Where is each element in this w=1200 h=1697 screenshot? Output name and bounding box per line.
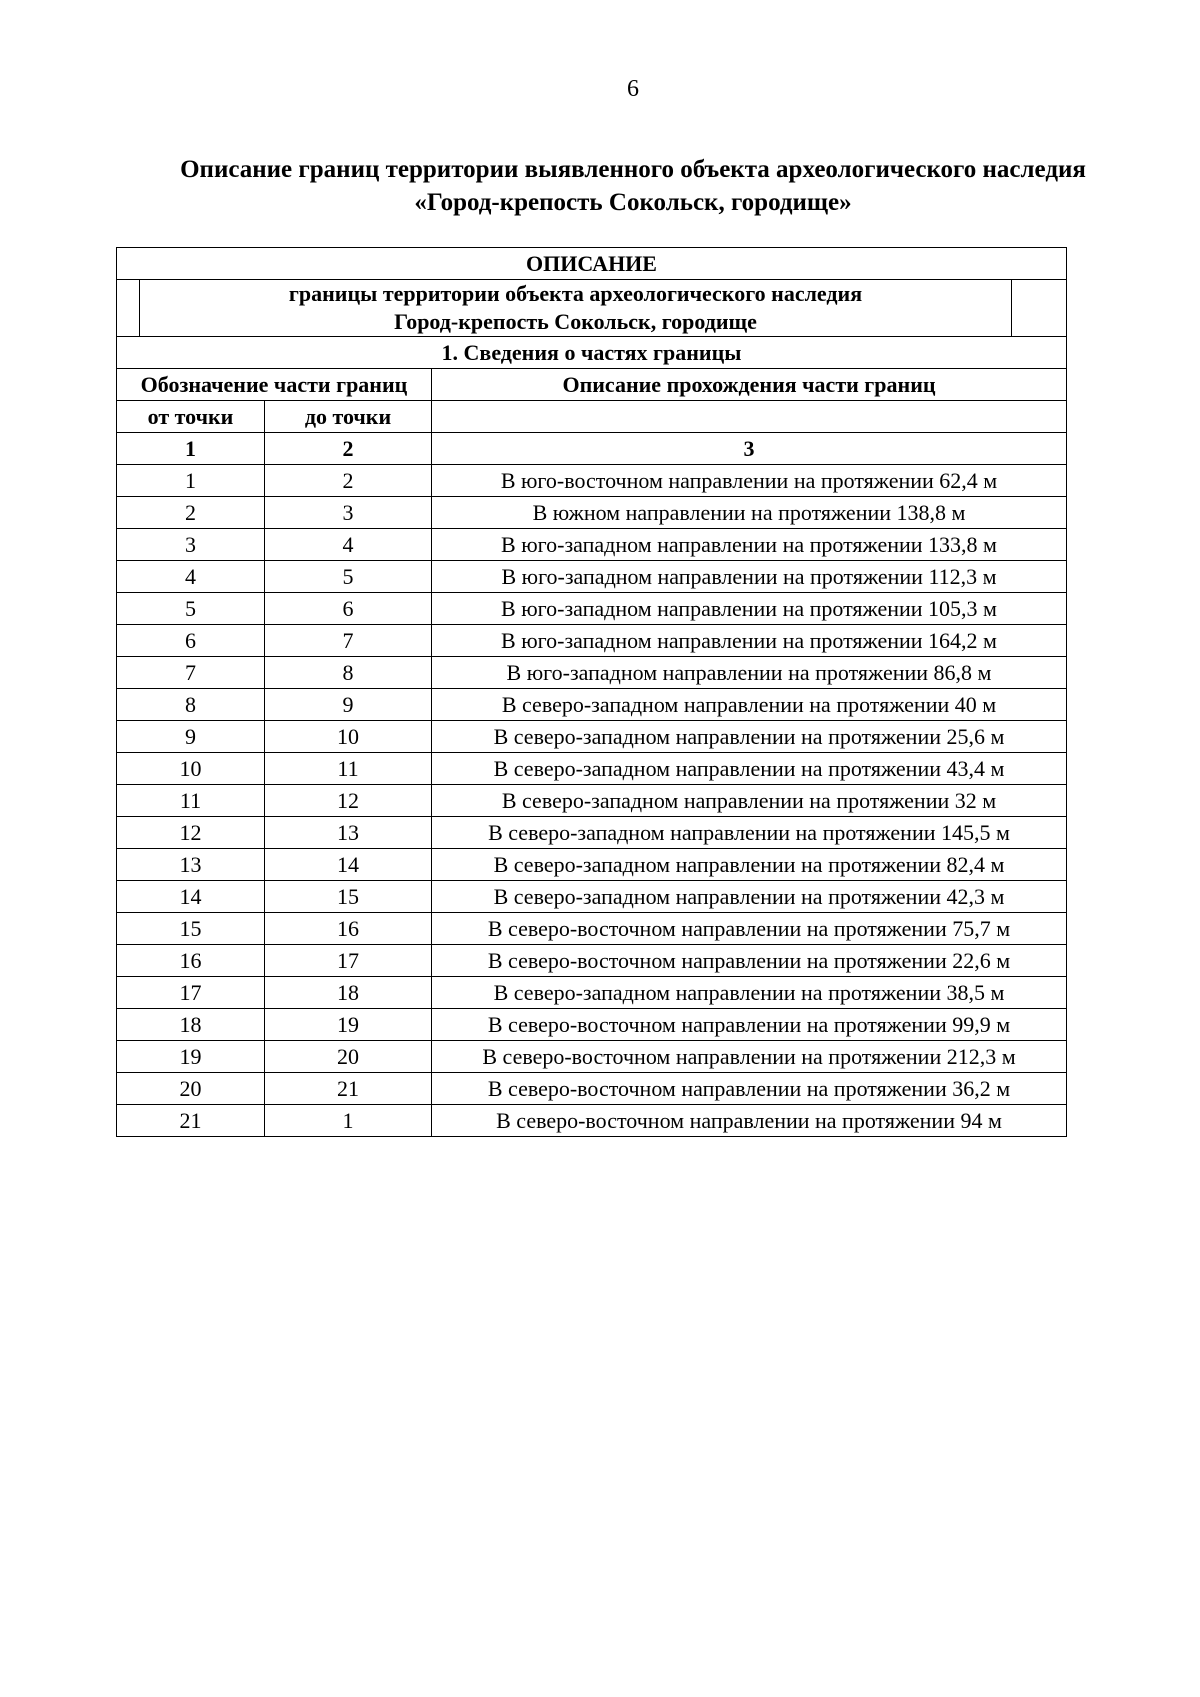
cell-description: В северо-западном направлении на протяжении 145,5 м (432, 817, 1067, 849)
column-number-1: 1 (117, 433, 265, 465)
table-row (117, 657, 1067, 689)
table-row (117, 785, 1067, 817)
subheader-left-margin (117, 280, 140, 336)
cell-to-point: 3 (265, 497, 432, 529)
cell-from-point: 8 (117, 689, 265, 721)
table-row (117, 465, 1067, 497)
cell-from-point: 16 (117, 945, 265, 977)
table-row (117, 625, 1067, 657)
cell-to-point: 8 (265, 657, 432, 689)
column-designation-header: Обозначение части границ (117, 369, 432, 401)
column-number-2: 2 (265, 433, 432, 465)
table-row (117, 689, 1067, 721)
table-subheader (140, 280, 1012, 336)
cell-to-point: 11 (265, 753, 432, 785)
table-header-row (117, 248, 1067, 280)
table-row (117, 849, 1067, 881)
cell-to-point: 21 (265, 1073, 432, 1105)
cell-from-point: 5 (117, 593, 265, 625)
subheader-line-1: границы территории объекта археологического наследия (288, 281, 863, 306)
cell-from-point: 11 (117, 785, 265, 817)
cell-to-point: 13 (265, 817, 432, 849)
cell-from-point: 4 (117, 561, 265, 593)
cell-to-point: 9 (265, 689, 432, 721)
cell-from-point: 14 (117, 881, 265, 913)
cell-description: В юго-западном направлении на протяжении 112,3 м (432, 561, 1067, 593)
cell-to-point: 17 (265, 945, 432, 977)
cell-from-point: 17 (117, 977, 265, 1009)
table-row (117, 497, 1067, 529)
points-header-row (117, 401, 1067, 433)
cell-from-point: 10 (117, 753, 265, 785)
cell-to-point: 19 (265, 1009, 432, 1041)
title-line-1: Описание границ территории выявленного объекта археологического наследия (180, 156, 1086, 183)
cell-from-point: 21 (117, 1105, 265, 1137)
table-row (117, 721, 1067, 753)
cell-to-point: 7 (265, 625, 432, 657)
column-to-header: до точки (265, 401, 432, 433)
cell-description: В северо-западном направлении на протяжении 42,3 м (432, 881, 1067, 913)
table-row (117, 977, 1067, 1009)
cell-to-point: 4 (265, 529, 432, 561)
cell-description: В северо-западном направлении на протяжении 40 м (432, 689, 1067, 721)
subheader-frame (117, 280, 1066, 336)
cell-description: В юго-западном направлении на протяжении 105,3 м (432, 593, 1067, 625)
subheader-right-margin (1012, 280, 1067, 336)
cell-description: В северо-восточном направлении на протяжении 94 м (432, 1105, 1067, 1137)
table-row (117, 1009, 1067, 1041)
subheader-line-2: Город-крепость Сокольск, городище (394, 309, 757, 334)
cell-from-point: 18 (117, 1009, 265, 1041)
table-header: ОПИСАНИЕ (117, 248, 1067, 280)
cell-description: В северо-западном направлении на протяжении 25,6 м (432, 721, 1067, 753)
table-row (117, 561, 1067, 593)
cell-description: В северо-восточном направлении на протяжении 22,6 м (432, 945, 1067, 977)
cell-to-point: 12 (265, 785, 432, 817)
cell-description: В северо-восточном направлении на протяжении 99,9 м (432, 1009, 1067, 1041)
cell-description: В юго-западном направлении на протяжении 133,8 м (432, 529, 1067, 561)
column-header-row (117, 369, 1067, 401)
cell-from-point: 20 (117, 1073, 265, 1105)
table-row (117, 945, 1067, 977)
cell-to-point: 18 (265, 977, 432, 1009)
column-description-header: Описание прохождения части границ (432, 369, 1067, 401)
column-from-header: от точки (117, 401, 265, 433)
boundary-table (116, 247, 1067, 1137)
table-row (117, 1041, 1067, 1073)
cell-from-point: 2 (117, 497, 265, 529)
table-subheader-cell (117, 280, 1067, 337)
cell-description: В северо-западном направлении на протяжении 32 м (432, 785, 1067, 817)
page-number: 6 (627, 76, 639, 102)
column-number-row (117, 433, 1067, 465)
cell-description: В юго-западном направлении на протяжении 164,2 м (432, 625, 1067, 657)
cell-to-point: 16 (265, 913, 432, 945)
cell-description: В северо-западном направлении на протяжении 82,4 м (432, 849, 1067, 881)
table-row (117, 881, 1067, 913)
cell-from-point: 15 (117, 913, 265, 945)
cell-description: В северо-восточном направлении на протяжении 75,7 м (432, 913, 1067, 945)
cell-description: В северо-западном направлении на протяжении 43,4 м (432, 753, 1067, 785)
table-row (117, 593, 1067, 625)
cell-description: В юго-восточном направлении на протяжении 62,4 м (432, 465, 1067, 497)
cell-to-point: 6 (265, 593, 432, 625)
cell-from-point: 19 (117, 1041, 265, 1073)
section-title: 1. Сведения о частях границы (117, 337, 1067, 369)
cell-description: В северо-восточном направлении на протяжении 212,3 м (432, 1041, 1067, 1073)
table-row (117, 1073, 1067, 1105)
table-row (117, 529, 1067, 561)
cell-from-point: 13 (117, 849, 265, 881)
section-row (117, 337, 1067, 369)
cell-to-point: 2 (265, 465, 432, 497)
column-number-3: 3 (432, 433, 1067, 465)
cell-from-point: 6 (117, 625, 265, 657)
table-subheader-row (117, 280, 1067, 337)
cell-to-point: 15 (265, 881, 432, 913)
title-line-2: «Город-крепость Сокольск, городище» (414, 189, 852, 216)
cell-to-point: 14 (265, 849, 432, 881)
cell-description: В южном направлении на протяжении 138,8 м (432, 497, 1067, 529)
table-row (117, 1105, 1067, 1137)
document-title (100, 153, 1166, 219)
cell-from-point: 9 (117, 721, 265, 753)
cell-from-point: 1 (117, 465, 265, 497)
cell-from-point: 12 (117, 817, 265, 849)
cell-description: В северо-восточном направлении на протяжении 36,2 м (432, 1073, 1067, 1105)
cell-to-point: 10 (265, 721, 432, 753)
cell-from-point: 3 (117, 529, 265, 561)
table-row (117, 817, 1067, 849)
table-row (117, 753, 1067, 785)
cell-description: В юго-западном направлении на протяжении 86,8 м (432, 657, 1067, 689)
table-row (117, 913, 1067, 945)
cell-description: В северо-западном направлении на протяжении 38,5 м (432, 977, 1067, 1009)
cell-to-point: 1 (265, 1105, 432, 1137)
cell-to-point: 5 (265, 561, 432, 593)
cell-from-point: 7 (117, 657, 265, 689)
cell-to-point: 20 (265, 1041, 432, 1073)
column-description-blank (432, 401, 1067, 433)
